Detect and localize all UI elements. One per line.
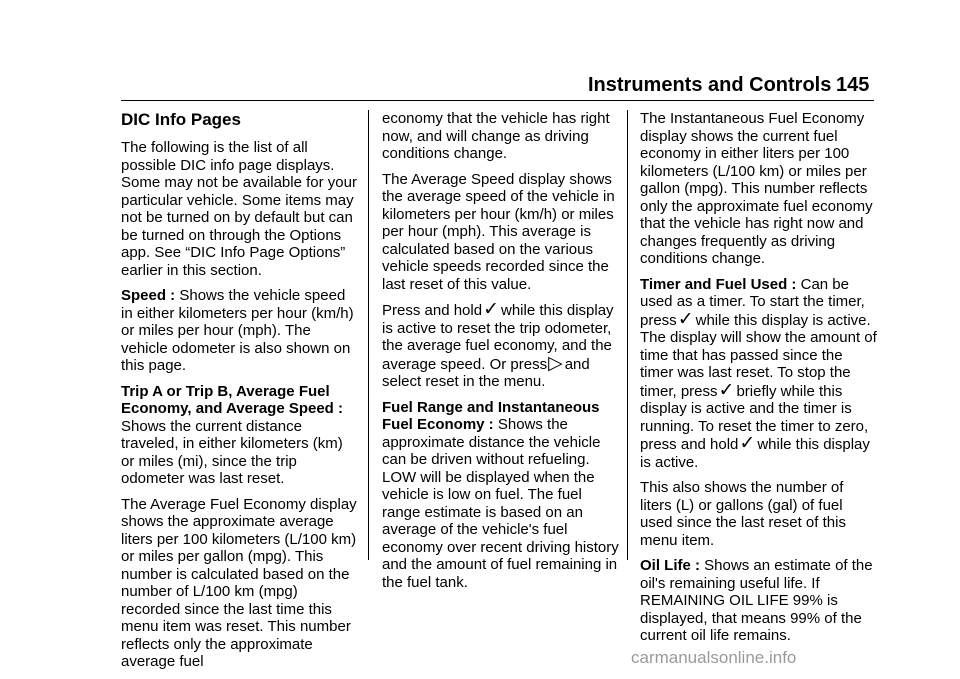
reset-text-b: while this display is active to reset the trip odometer, the average fuel economy, and the average speed. Or press	[382, 302, 614, 373]
section-heading: DIC Info Pages	[121, 110, 241, 129]
page-number: 145	[836, 74, 870, 96]
economy-continued-paragraph: economy that the vehicle has right now, and will change as driving conditions change.	[382, 110, 610, 162]
header-rule	[121, 100, 874, 101]
column-1	[121, 110, 359, 679]
column-divider	[627, 110, 628, 560]
timer-paragraph	[640, 276, 878, 472]
checkmark-icon: ✓	[483, 298, 499, 320]
page-header	[0, 0, 960, 110]
oil-life-paragraph	[640, 557, 878, 645]
average-speed-paragraph: The Average Speed display shows the average speed of the vehicle in kilometers per hour (km/h) or miles per hour (mph). This average is calculated based on the various vehicle speeds recorded since the last reset of this value.	[382, 170, 615, 293]
checkmark-icon: ✓	[739, 432, 756, 454]
column-divider	[368, 110, 369, 560]
trip-paragraph	[121, 383, 359, 488]
instant-fuel-paragraph: The Instantaneous Fuel Economy display shows the current fuel economy in either liters per 100 kilometers (L/100 km) or miles per gallon (mpg). This number reflects only the approximate fuel economy that the vehicle has right now and changes frequently as driving conditions change.	[640, 110, 873, 267]
speed-label: Speed :	[121, 287, 176, 304]
timer-text-d: while this display is active.	[640, 436, 870, 471]
checkmark-icon: ✓	[677, 307, 694, 330]
trip-label: Trip A or Trip B, Average Fuel Economy, and Average Speed :	[121, 382, 344, 417]
running-title: Instruments and Controls	[588, 74, 832, 96]
timer-text-a: Can be used as a timer. To start the timer, press	[640, 275, 865, 329]
column-3	[640, 110, 878, 653]
trip-text: Shows the current distance traveled, in either kilometers (km) or miles (mi), since the trip odometer was last reset.	[121, 417, 343, 487]
triangle-right-icon: ▷	[548, 351, 563, 374]
speed-text: Shows the vehicle speed in either kilometers per hour (km/h) or miles per hour (mph). The vehicle odometer is also shown on this page.	[121, 287, 354, 374]
fuel-used-paragraph: This also shows the number of liters (L) or gallons (gal) of fuel used since the last reset of this menu item.	[640, 479, 846, 549]
fuel-range-label: Fuel Range and Instantaneous Fuel Economy :	[382, 398, 600, 433]
reset-paragraph	[382, 298, 620, 391]
watermark: carmanualsonline.info	[631, 648, 797, 667]
oil-life-text: Shows an estimate of the oil's remaining useful life. If REMAINING OIL LIFE 99% is displayed, that means 99% of the current oil life remains.	[640, 557, 873, 644]
fuel-range-paragraph	[382, 399, 620, 592]
timer-label: Timer and Fuel Used :	[640, 275, 797, 293]
checkmark-icon: ✓	[718, 378, 735, 401]
average-fuel-paragraph: The Average Fuel Economy display shows the approximate average liters per 100 kilometers (L/100 km) or miles per gallon (mpg). This number is calculated based on the number of L/100 km (mpg) recorded since the last time this menu item was reset. This number reflects only the approximate average fuel	[121, 495, 357, 670]
column-2	[382, 110, 620, 599]
timer-text-b: while this display is active. The display will show the amount of time that has passed since the timer was last reset. To stop the timer, press	[640, 311, 877, 400]
timer-text-c: briefly while this display is active and the timer is running. To reset the timer to zero, press and hold	[640, 382, 869, 453]
speed-paragraph	[121, 287, 359, 375]
reset-text-c: and select reset in the menu.	[382, 355, 590, 390]
oil-life-label: Oil Life :	[640, 557, 700, 574]
reset-text-a: Press and hold	[382, 302, 483, 319]
fuel-range-text: Shows the approximate distance the vehicle can be driven without refueling. LOW will be displayed when the vehicle is low on fuel. The fuel range estimate is based on an average of the vehicle's fuel economy over recent driving history and the amount of fuel remaining in the fuel tank.	[382, 416, 619, 591]
intro-paragraph: The following is the list of all possible DIC info page displays. Some may not be available for your particular vehicle. Some items may not be turned on by default but can be turned on through the Options app. See “DIC Info Page Options” earlier in this section.	[121, 139, 357, 279]
